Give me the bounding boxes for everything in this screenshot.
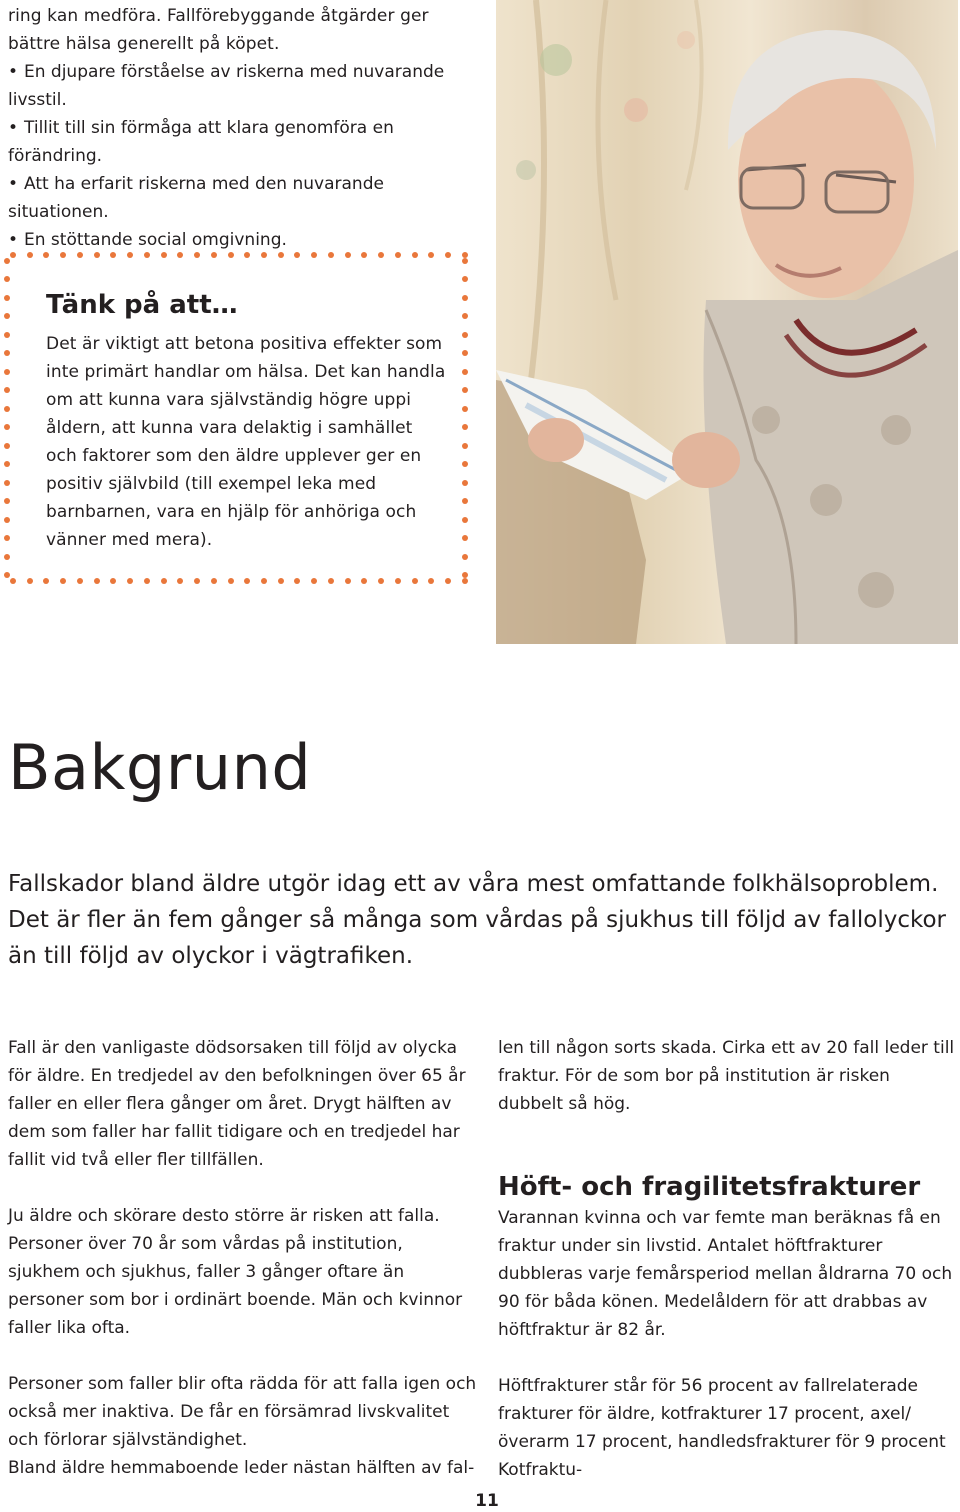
frame-dot [462,554,468,560]
photo-illustration [496,0,958,644]
frame-dot [462,406,468,412]
frame-dot [462,295,468,301]
frame-dot [194,578,200,584]
frame-bottom-dots [10,578,468,584]
frame-dot [228,252,234,258]
frame-dot [4,313,10,319]
frame-dot [361,252,367,258]
frame-dot [127,578,133,584]
frame-dot [462,498,468,504]
frame-dot [4,517,10,523]
frame-dot [4,332,10,338]
frame-dot [395,252,401,258]
bullet-item: • En stöttande social omgivning. [8,230,287,250]
frame-dot [60,252,66,258]
bullet-item: • Tillit till sin förmåga att klara genomföra en förändring. [8,118,394,166]
frame-dot [412,252,418,258]
frame-dot [10,252,16,258]
frame-dot [294,578,300,584]
frame-dot [261,252,267,258]
think-box-title: Tänk på att… [46,290,238,320]
frame-dot [177,578,183,584]
frame-dot [345,578,351,584]
frame-dot [94,252,100,258]
frame-dot [244,252,250,258]
left-text-column [8,1034,478,1482]
frame-dot [345,252,351,258]
bullet-text: Tillit till sin förmåga att klara genomföra en förändring. [8,118,394,166]
frame-dot [43,578,49,584]
frame-dot [4,461,10,467]
right-subheading: Höft- och fragilitetsfrakturer [498,1172,921,1202]
frame-dot [378,252,384,258]
frame-dot [462,578,468,584]
frame-dot [4,443,10,449]
frame-dot [60,578,66,584]
section-heading: Bakgrund [8,731,312,804]
frame-dot [4,369,10,375]
frame-dot [4,572,10,578]
frame-dot [261,578,267,584]
bullet-item: • Att ha erfarit riskerna med den nuvarande situationen. [8,174,384,222]
frame-dot [4,498,10,504]
frame-dot [4,554,10,560]
frame-dot [77,578,83,584]
frame-dot [412,578,418,584]
frame-dot [462,258,468,264]
frame-dot [110,578,116,584]
frame-dot [10,578,16,584]
frame-dot [4,535,10,541]
frame-dot [177,252,183,258]
frame-dot [4,295,10,301]
frame-dot [161,252,167,258]
frame-dot [4,406,10,412]
frame-dot [43,252,49,258]
frame-dot [462,480,468,486]
bullet-text: En djupare förståelse av riskerna med nuvarande livsstil. [8,62,445,110]
frame-dot [110,252,116,258]
frame-dot [328,578,334,584]
frame-right-dots [462,258,468,578]
frame-dot [194,252,200,258]
frame-dot [445,252,451,258]
left-paragraph-2: Ju äldre och skörare desto större är risken att falla. Personer över 70 år som vårdas på institution, sjukhem och sjukhus, faller 3 gånger oftare än personer som bor i ordinärt boende. Män och kvinnor faller lika ofta. [8,1206,463,1338]
frame-dot [144,578,150,584]
frame-dot [428,252,434,258]
frame-dot [462,443,468,449]
frame-dot [228,578,234,584]
intro-continuation: ring kan medföra. Fallförebyggande åtgärder ger bättre hälsa generellt på köpet. [8,6,429,54]
frame-dot [462,332,468,338]
frame-dot [428,578,434,584]
page-number: 11 [475,1491,499,1511]
frame-dot [244,578,250,584]
section-lead: Fallskador bland äldre utgör idag ett av våra mest omfattande folkhälsoproblem. Det är fler än fem gånger så många som vårdas på sjukhus till följd av fallolyckor än till följd av olyckor i vägtrafiken. [8,871,946,969]
right-text-column [498,1034,960,1484]
frame-dot [278,252,284,258]
intro-bullet-list [8,58,488,254]
frame-dot [4,387,10,393]
frame-dot [211,578,217,584]
frame-dot [94,578,100,584]
frame-dot [462,350,468,356]
frame-dot [4,276,10,282]
frame-dot [462,387,468,393]
right-paragraph-1: len till någon sorts skada. Cirka ett av 20 fall leder till fraktur. För de som bor på institution är risken dubbelt så hög. [498,1038,955,1114]
left-paragraph-1: Fall är den vanligaste dödsorsaken till följd av olycka för äldre. En tredjedel av den befolkningen över 65 år faller en eller flera gånger om året. Drygt hälften av dem som faller har fallit tidigare och en tredjedel har fallit vid två eller fler tillfällen. [8,1038,466,1170]
think-box-body: Det är viktigt att betona positiva effekter som inte primärt handlar om hälsa. Det kan handla om att kunna vara självständig högre uppi åldern, att kunna vara delaktig i samhället och faktorer som den äldre upplever ger en positiv självbild (till exempel leka med barnbarnen, vara en hjälp för anhöriga och vänner med mera). [46,334,446,550]
frame-dot [27,252,33,258]
frame-dot [462,535,468,541]
right-paragraph-2: Varannan kvinna och var femte man beräknas få en fraktur under sin livstid. Antalet höftfrakturer dubbleras varje femårsperiod mellan åldrarna 70 och 90 för båda könen. Medelåldern för att drabbas av höftfraktur är 82 år. [498,1208,953,1340]
frame-dot [77,252,83,258]
frame-dot [462,276,468,282]
frame-dot [27,578,33,584]
frame-dot [361,578,367,584]
frame-dot [462,517,468,523]
bullet-text: Att ha erfarit riskerna med den nuvarande situationen. [8,174,384,222]
frame-top-dots [10,252,468,258]
frame-dot [211,252,217,258]
frame-dot [161,578,167,584]
elderly-woman-reading-photo [496,0,958,644]
bullet-item: • En djupare förståelse av riskerna med nuvarande livsstil. [8,62,445,110]
frame-left-dots [4,258,10,578]
frame-dot [462,572,468,578]
frame-dot [127,252,133,258]
frame-dot [278,578,284,584]
frame-dot [462,424,468,430]
frame-dot [378,578,384,584]
frame-dot [311,252,317,258]
left-paragraph-3: Personer som faller blir ofta rädda för att falla igen och också mer inaktiva. De får en försämrad livskvalitet och förlorar självständighet. [8,1374,477,1450]
frame-dot [4,480,10,486]
frame-dot [294,252,300,258]
frame-dot [462,461,468,467]
frame-dot [462,369,468,375]
frame-dot [144,252,150,258]
frame-dot [4,258,10,264]
frame-dot [328,252,334,258]
bullet-text: En stöttande social omgivning. [24,230,287,250]
frame-dot [462,313,468,319]
frame-dot [395,578,401,584]
frame-dot [311,578,317,584]
right-paragraph-3: Höftfrakturer står för 56 procent av fallrelaterade frakturer för äldre, kotfrakturer 17 procent, axel/överarm 17 procent, handledsfrakturer för 9 procent Kotfraktu- [498,1376,946,1480]
frame-dot [4,424,10,430]
frame-dot [445,578,451,584]
frame-dot [4,350,10,356]
left-paragraph-4: Bland äldre hemmaboende leder nästan hälften av fal- [8,1458,475,1478]
